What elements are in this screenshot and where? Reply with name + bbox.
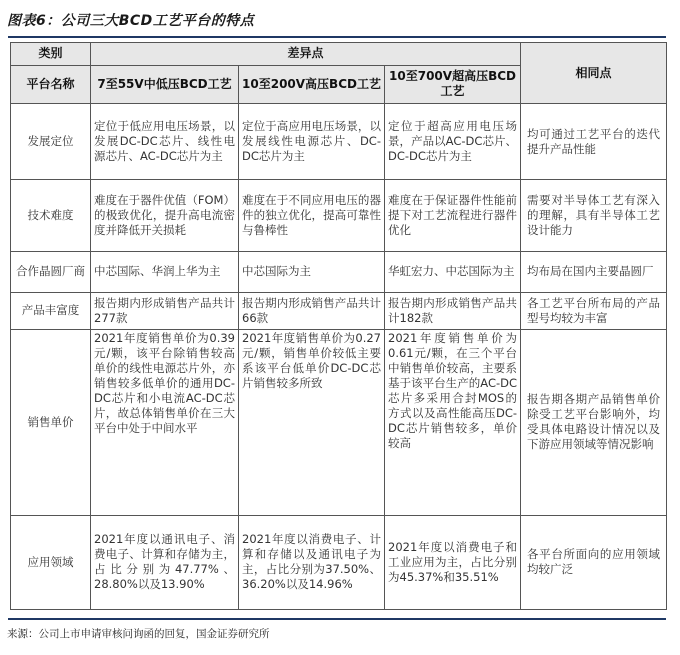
table-cell: 报告期内形成销售产品共计277款 [91, 292, 239, 329]
table-cell: 难度在于不同应用电压的器件的独立优化，提高可靠性与鲁棒性 [239, 180, 385, 252]
header-differences: 差异点 [91, 43, 521, 66]
table-cell: 2021年度销售单价为0.39元/颗，该平台除销售较高单价的线性电源芯片外，亦销售较多低单价的通用DC-DC芯片和小电流AC-DC芯片，故总体销售单价在三大平台中处于中间水平 [91, 329, 239, 515]
common-cell: 各平台所面向的应用领域均较广泛 [521, 515, 667, 609]
table-row [11, 515, 667, 609]
row-label: 销售单价 [11, 329, 91, 515]
table-row [11, 292, 667, 329]
table-row [11, 104, 667, 180]
header-category: 类别 [11, 43, 91, 66]
table-cell: 定位于超高应用电压场景，产品以AC-DC芯片、DC-DC芯片为主 [385, 104, 521, 180]
row-label: 发展定位 [11, 104, 91, 180]
row-label: 产品丰富度 [11, 292, 91, 329]
row-label: 合作晶圆厂商 [11, 251, 91, 292]
table-cell: 定位于高应用电压场景，以发展线性电源芯片、DC-DC芯片为主 [239, 104, 385, 180]
table-cell: 2021年度以通讯电子、消费电子、计算和存储为主，占比分别为47.77%、28.80%以及13.90% [91, 515, 239, 609]
common-cell: 各工艺平台所布局的产品型号均较为丰富 [521, 292, 667, 329]
table-cell: 2021年度以消费电子、计算和存储以及通讯电子为主，占比分别为37.50%、36.20%以及14.96% [239, 515, 385, 609]
table-cell: 华虹宏力、中芯国际为主 [385, 251, 521, 292]
figure-title: 图表6：公司三大BCD工艺平台的特点 [7, 13, 255, 29]
top-rule [8, 36, 666, 38]
table-cell: 定位于低应用电压场景，以发展DC-DC芯片、线性电源芯片、AC-DC芯片为主 [91, 104, 239, 180]
common-cell: 需要对半导体工艺有深入的理解，具有半导体工艺设计能力 [521, 180, 667, 252]
header-common: 相同点 [521, 43, 667, 104]
table-cell: 难度在于器件优值（FOM）的极致优化，提升高电流密度并降低开关损耗 [91, 180, 239, 252]
table-cell: 2021年度销售单价为0.61元/颗，在三个平台中销售单价较高，主要系基于该平台生产的AC-DC芯片多采用合封MOS的方式以及高性能高压DC-DC芯片销售较多，单价较高 [385, 329, 521, 515]
table-cell: 难度在于保证器件性能前提下对工艺流程进行器件优化 [385, 180, 521, 252]
header-platform-high: 10至200V高压BCD工艺 [239, 65, 385, 104]
table-cell: 报告期内形成销售产品共计66款 [239, 292, 385, 329]
row-label: 技术难度 [11, 180, 91, 252]
table-cell: 2021年度销售单价为0.27元/颗，销售单价较低主要系该平台低单价DC-DC芯片销售较多所致 [239, 329, 385, 515]
table-row [11, 180, 667, 252]
source-note: 来源：公司上市申请审核问询函的回复，国金证券研究所 [7, 628, 270, 640]
common-cell: 均布局在国内主要晶圆厂 [521, 251, 667, 292]
header-platform-low: 7至55V中低压BCD工艺 [91, 65, 239, 104]
table-row [11, 251, 667, 292]
bcd-platform-table [10, 42, 667, 610]
common-cell: 报告期各期产品销售单价除受工艺平台影响外，均受具体电路设计情况以及下游应用领域等情况影响 [521, 329, 667, 515]
table-cell: 报告期内形成销售产品共计182款 [385, 292, 521, 329]
table-cell: 中芯国际为主 [239, 251, 385, 292]
common-cell: 均可通过工艺平台的迭代提升产品性能 [521, 104, 667, 180]
table-cell: 中芯国际、华润上华为主 [91, 251, 239, 292]
table-row [11, 329, 667, 515]
header-platform-name: 平台名称 [11, 65, 91, 104]
header-platform-ultra: 10至700V超高压BCD工艺 [385, 65, 521, 104]
bottom-rule [8, 618, 666, 620]
row-label: 应用领域 [11, 515, 91, 609]
table-cell: 2021年度以消费电子和工业应用为主，占比分别为45.37%和35.51% [385, 515, 521, 609]
